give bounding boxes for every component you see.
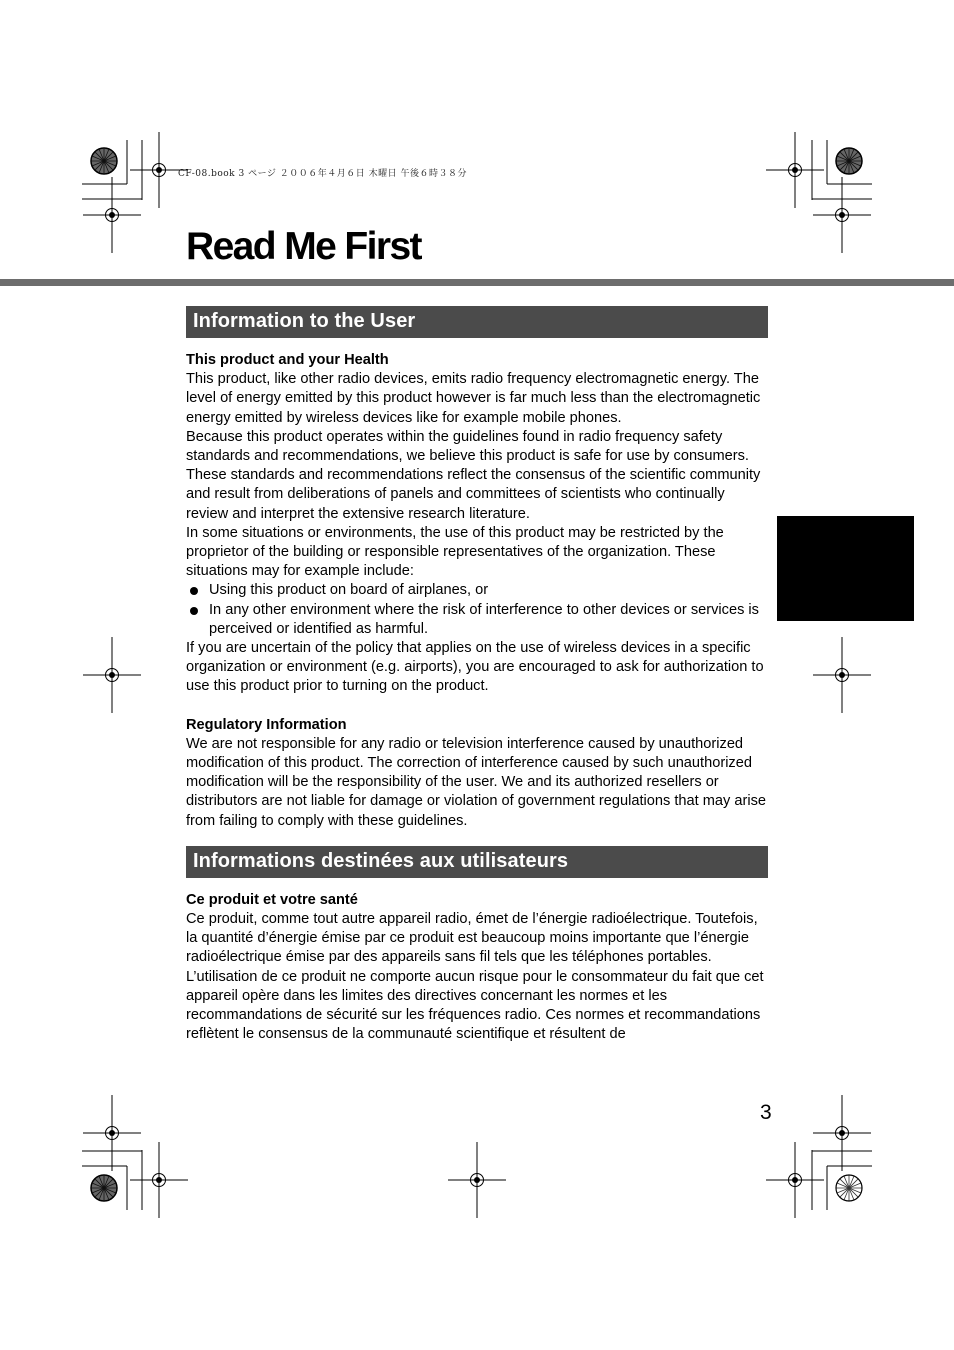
paragraph: L’utilisation de ce produit ne comporte aucun risque pour le consommateur du fait que cet appareil opère dans les limites des directives concernant les normes et les recommandations de sécurité sur les fréquences radio. Ces normes et recommandations reflètent le consensus de la communauté scientifique et résultent de <box>186 968 764 1043</box>
paragraph: If you are uncertain of the policy that applies on the use of wireless devices in a specific organization or environment (e.g. airports), you are encouraged to ask for authorization to use this product prior to turning on the product. <box>186 640 764 695</box>
page-title: Read Me First <box>186 225 421 268</box>
list-item <box>186 601 768 639</box>
chapter-tab-block <box>777 516 914 621</box>
list-item <box>186 581 768 600</box>
subheading-sante: Ce produit et votre santé <box>186 891 358 908</box>
list-item-text: In any other environment where the risk of interference to other devices or services is perceived or identified as harmful. <box>209 601 759 637</box>
subheading-health: This product and your Health <box>186 352 389 368</box>
title-rule <box>0 279 954 286</box>
section-heading-english: Information to the User <box>186 306 768 338</box>
paragraph: Because this product operates within the guidelines found in radio frequency safety standards and recommendations, we believe this product is safe for use by consumers. These standards and recommendations reflect the consensus of the scientific community and result from deliberations of panels and committees of scientists who continually review and interpret the extensive research literature. <box>186 428 761 522</box>
page-content <box>186 306 768 1045</box>
paragraph: We are not responsible for any radio or television interference caused by unauthorized modification of this product. The correction of interference caused by such unauthorized modification will be the responsibility of the user. We and its authorized resellers or distributors are not liable for damage or violation of government regulations that may arise from failing to comply with these guidelines. <box>186 735 767 829</box>
paragraph: In some situations or environments, the use of this product may be restricted by the proprietor of the building or responsible representatives of the organization. These situations may for example include: <box>186 524 724 580</box>
bullet-list <box>186 581 768 639</box>
bullet-dot-icon <box>190 607 198 615</box>
page-number: 3 <box>760 1101 772 1124</box>
print-header-info: CF-08.book 3 ページ ２００６年４月６日 木曜日 午後６時３８分 <box>178 169 467 179</box>
subheading-regulatory: Regulatory Information <box>186 716 347 733</box>
bullet-dot-icon <box>190 587 198 595</box>
paragraph: Ce produit, comme tout autre appareil radio, émet de l’énergie radioélectrique. Toutefois, la quantité d’énergie émise par ce produit est beaucoup moins importante que l’énergie radioélectrique émise par des appareils sans fil tels que les téléphones portables. <box>186 911 758 966</box>
paragraph: This product, like other radio devices, emits radio frequency electromagnetic energy. The level of energy emitted by this product however is far much less than the electromagnetic energy emitted by wireless devices like for example mobile phones. <box>186 371 761 426</box>
list-item-text: Using this product on board of airplanes, or <box>209 582 489 599</box>
section-heading-french: Informations destinées aux utilisateurs <box>186 846 768 878</box>
